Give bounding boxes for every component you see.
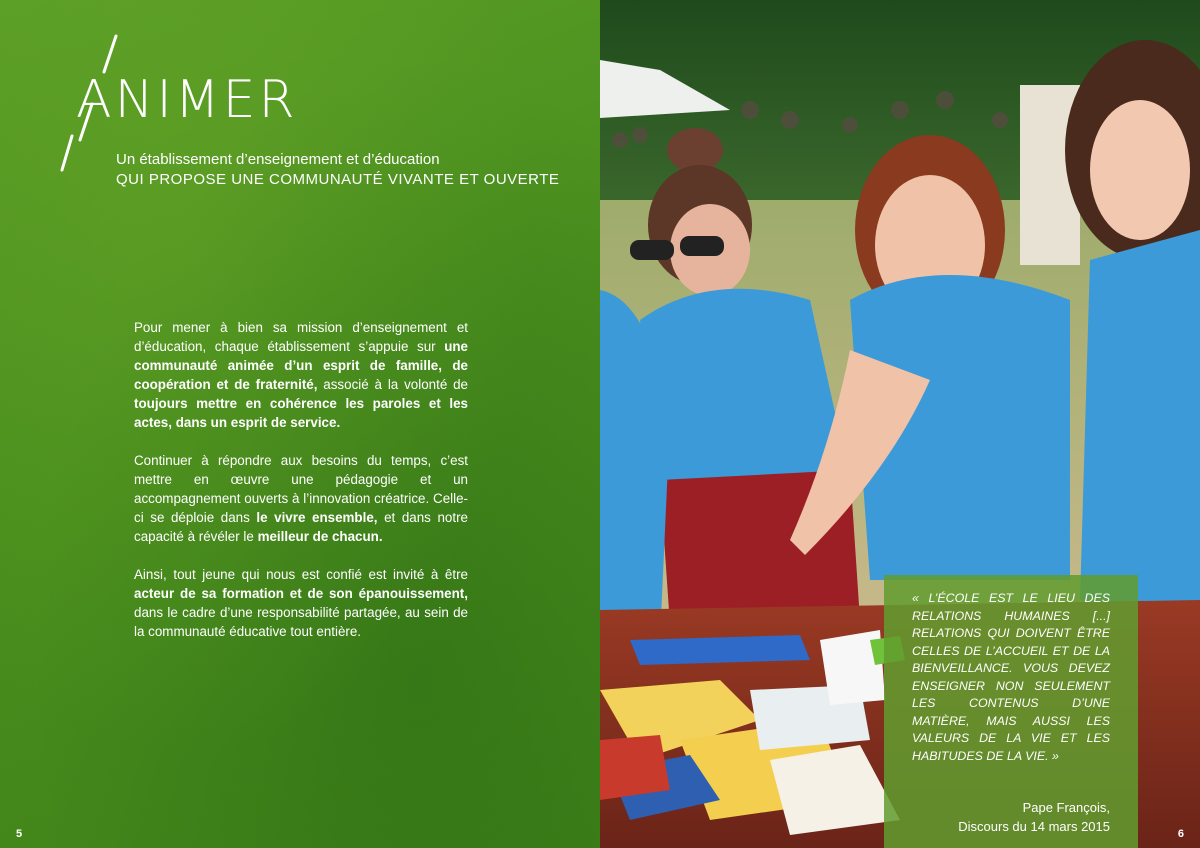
text-run: et dans notre capacité à révéler le [134,510,468,544]
page-title: ANIMER [76,70,298,130]
quote-author: Pape François, [1022,800,1110,815]
text-run: associé à la volonté de [317,377,468,392]
emphasis-text: meilleur de chacun. [257,529,383,544]
subtitle-line-2: QUI PROPOSE UNE COMMUNAUTÉ VIVANTE ET OUVERTE [116,171,560,188]
emphasis-text: le vivre ensemble, [256,510,378,525]
emphasis-text: acteur de sa formation et de son épanouissement, [134,586,468,601]
text-run: Pour mener à bien sa mission d’enseignement et d’éducation, chaque établissement s’appuie sur [134,320,468,354]
paragraph-2 [134,451,468,546]
quote-text: « L’ÉCOLE EST LE LIEU DES RELATIONS HUMAINES [...] RELATIONS QUI DOIVENT ÊTRE CELLES DE L’ACCUEIL ET DE LA BIENVEILLANCE. VOUS DEVEZ ENSEIGNER NON SEULEMENT LES CONTENUS D’UNE MATIÈRE, MAIS AUSSI LES VALEURS DE LA VIE ET LES HABITUDES DE LA VIE. » [912,591,1110,763]
emphasis-text: toujours mettre en cohérence les paroles et les actes, dans un esprit de service. [134,396,468,430]
paragraph-3 [134,565,468,641]
text-run: Ainsi, tout jeune qui nous est confié est invité à être [134,567,468,582]
subtitle-line-1: Un établissement d’enseignement et d’éducation [116,151,440,168]
text-run: Continuer à répondre aux besoins du temps, c’est mettre en œuvre une pédagogie et un accompagnement ouverts à l’innovation créatrice. Celle-ci se déploie dans [134,453,468,525]
paragraph-1 [134,318,468,432]
page-number-right: 6 [1177,828,1184,840]
text-run: dans le cadre d’une responsabilité partagée, au sein de la communauté éducative tout entière. [134,605,468,639]
emphasis-text: une communauté animée d’un esprit de famille, de coopération et de fraternité, [134,339,468,392]
quote-attribution [958,798,1110,836]
quote-source: Discours du 14 mars 2015 [958,819,1110,834]
body-text [134,318,468,660]
page-number-left: 5 [16,828,23,840]
